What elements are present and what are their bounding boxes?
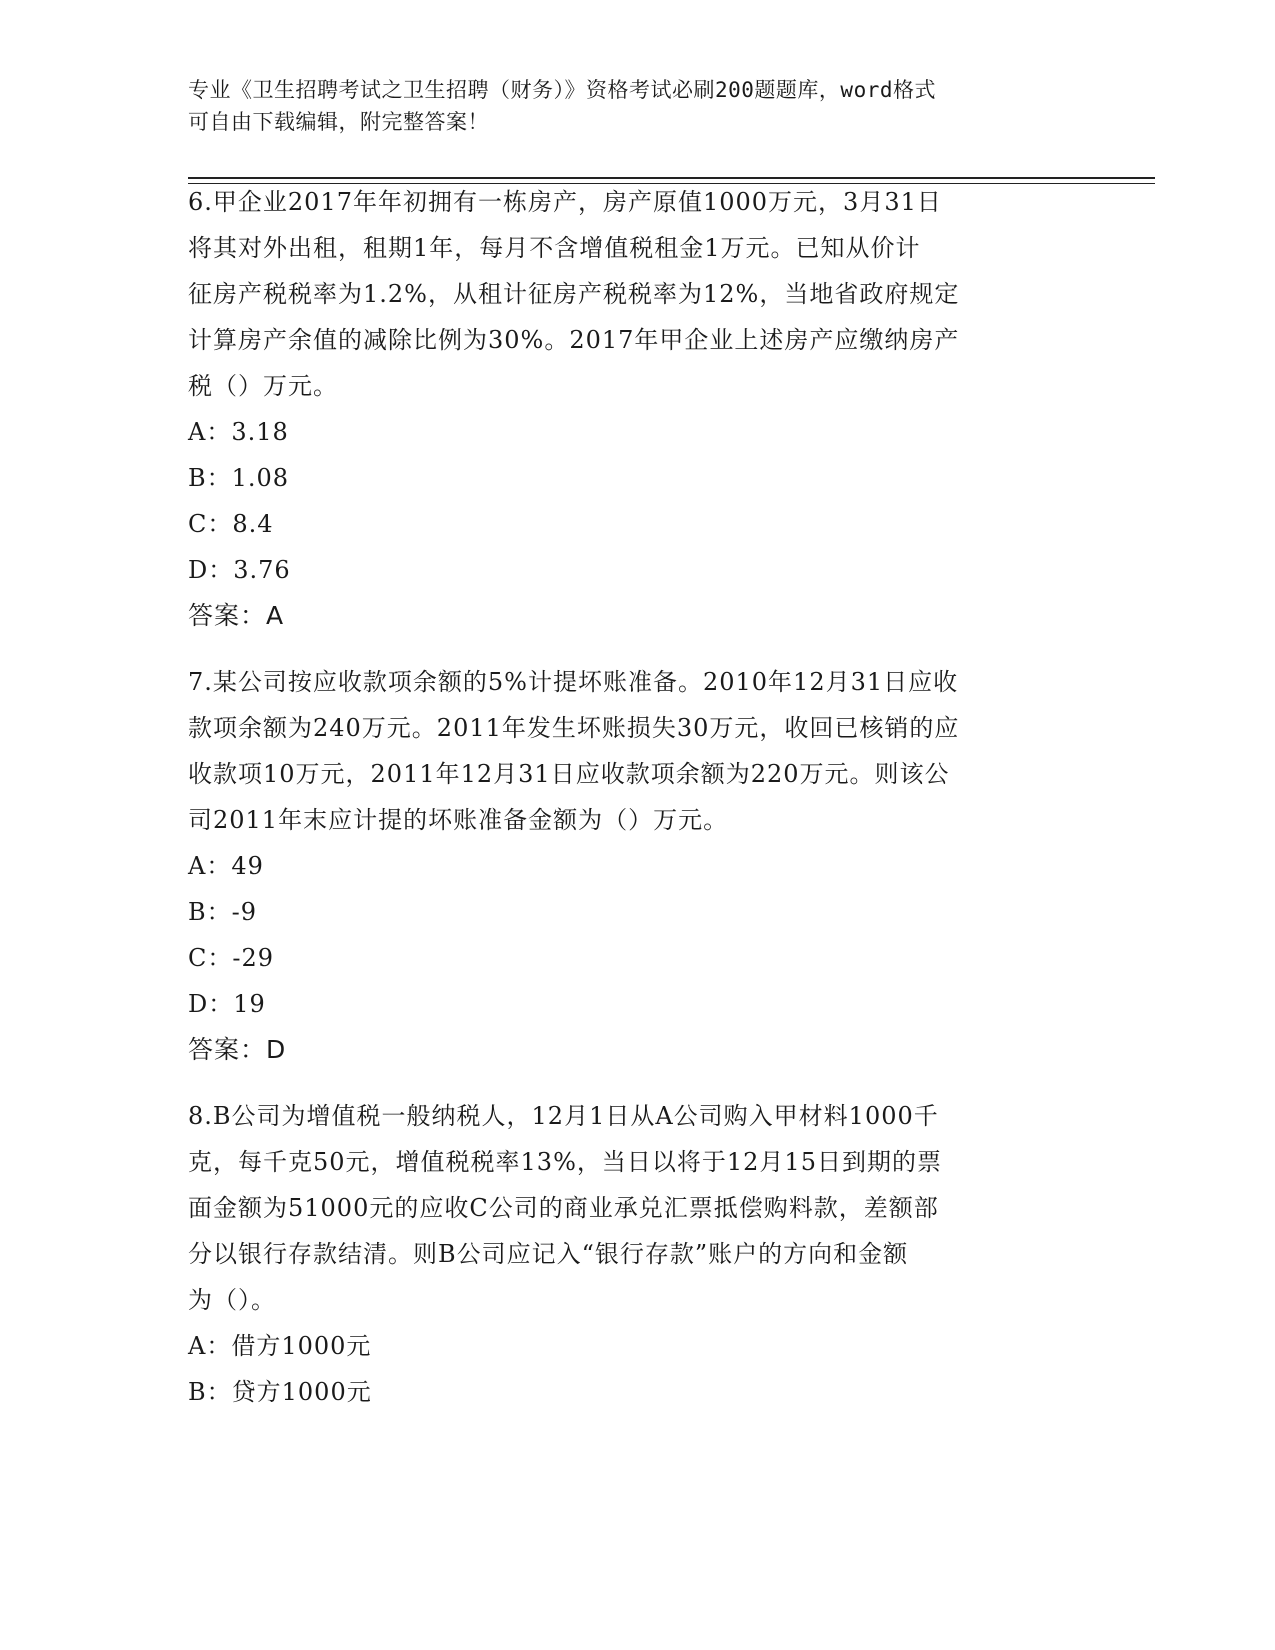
question-stem-line: 分以银行存款结清。则B公司应记入“银行存款”账户的方向和金额 (188, 1240, 909, 1268)
question-stem-line: 计算房产余值的减除比例为30%。2017年甲企业上述房产应缴纳房产 (188, 326, 960, 354)
option-c: C：-29 (188, 944, 275, 972)
answer-label: 答案：A (188, 601, 285, 630)
option-d: D：19 (188, 990, 266, 1018)
question-8 (188, 1093, 1088, 1415)
question-stem-line: 6.甲企业2017年年初拥有一栋房产，房产原值1000万元，3月31日 (188, 188, 942, 216)
question-stem-line: 克，每千克50元，增值税税率13%，当日以将于12月15日到期的票 (188, 1148, 942, 1176)
option-b: B：贷方1000元 (188, 1378, 372, 1406)
option-b: B：-9 (188, 898, 258, 926)
answer-label: 答案：D (188, 1035, 287, 1064)
question-stem-line: 面金额为51000元的应收C公司的商业承兑汇票抵偿购料款，差额部 (188, 1194, 939, 1222)
question-stem-line: 司2011年末应计提的坏账准备金额为（）万元。 (188, 806, 729, 834)
option-c: C：8.4 (188, 510, 274, 538)
question-6 (188, 179, 1088, 639)
option-a: A：借方1000元 (188, 1332, 372, 1360)
question-stem-line: 征房产税税率为1.2%，从租计征房产税税率为12%，当地省政府规定 (188, 280, 960, 308)
page-header (188, 74, 1068, 138)
question-stem-line: 将其对外出租，租期1年，每月不含增值税租金1万元。已知从价计 (188, 234, 921, 262)
question-stem-line: 收款项10万元，2011年12月31日应收款项余额为220万元。则该公 (188, 760, 950, 788)
question-stem-line: 款项余额为240万元。2011年发生坏账损失30万元，收回已核销的应 (188, 714, 960, 742)
option-b: B：1.08 (188, 464, 290, 492)
header-title-line-2: 可自由下载编辑，附完整答案！ (188, 110, 489, 134)
option-d: D：3.76 (188, 556, 291, 584)
question-7 (188, 659, 1088, 1073)
header-title-line-1: 专业《卫生招聘考试之卫生招聘（财务）》资格考试必刷200题题库，word格式 (188, 78, 936, 102)
option-a: A：3.18 (188, 418, 289, 446)
question-stem-line: 7.某公司按应收款项余额的5%计提坏账准备。2010年12月31日应收 (188, 668, 959, 696)
question-stem-line: 8.B公司为增值税一般纳税人，12月1日从A公司购入甲材料1000千 (188, 1102, 939, 1130)
question-stem-line: 为（）。 (188, 1286, 276, 1314)
question-stem-line: 税（）万元。 (188, 372, 338, 400)
option-a: A：49 (188, 852, 264, 880)
